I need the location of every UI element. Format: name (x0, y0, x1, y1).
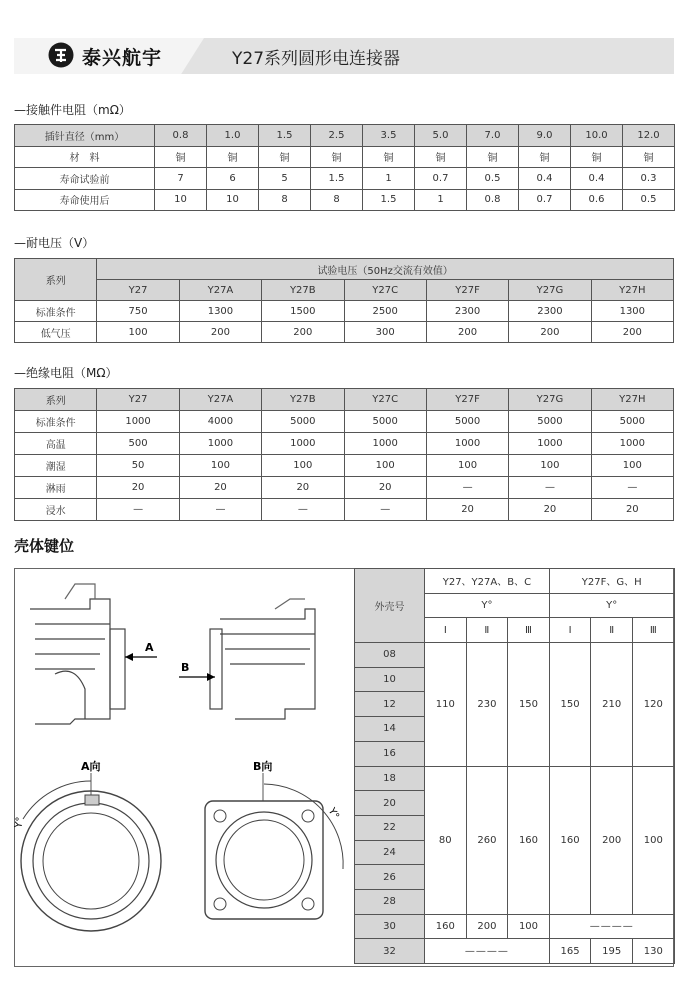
table-header-row (355, 569, 675, 594)
header-cell: Y27 (97, 389, 179, 411)
table-cell: 200 (509, 322, 591, 343)
table-cell: 1000 (262, 433, 344, 455)
table-cell: 150 (549, 643, 591, 766)
table-cell: 0.5 (623, 189, 675, 211)
section-title-shell: 壳体键位 (14, 537, 75, 555)
table-cell: 1300 (591, 301, 673, 322)
table-cell: 5000 (344, 411, 426, 433)
table-cell: 8 (311, 189, 363, 211)
table-cell: 1000 (97, 411, 179, 433)
table-cell: 100 (632, 766, 674, 914)
table-cell: 0.4 (571, 168, 623, 190)
table-cell: 5000 (262, 411, 344, 433)
header-cell: 3.5 (363, 125, 415, 147)
table-cell: — (262, 499, 344, 521)
table-cell: 200 (466, 914, 508, 939)
table-cell: 5000 (509, 411, 591, 433)
table-row (15, 411, 674, 433)
table-cell: 20 (344, 477, 426, 499)
roman-header: Ⅰ (425, 618, 467, 643)
table-row (15, 455, 674, 477)
row-label: 寿命试验前 (15, 168, 155, 190)
header-cell: 7.0 (467, 125, 519, 147)
roman-header: Ⅰ (549, 618, 591, 643)
y-angle-label: Y° (13, 816, 27, 829)
section-title-insulation: —绝缘电阻（MΩ） (14, 366, 118, 380)
table-cell: 5000 (426, 411, 508, 433)
table-cell: 0.7 (415, 168, 467, 190)
roman-header: Ⅲ (508, 618, 550, 643)
shell-size-cell: 12 (355, 692, 425, 717)
table-cell: — (344, 499, 426, 521)
table-cell: 1300 (179, 301, 261, 322)
series-header: 系列 (15, 259, 97, 301)
table-cell: 750 (97, 301, 179, 322)
shell-size-cell: 24 (355, 840, 425, 865)
header-cell: 12.0 (623, 125, 675, 147)
row-label: 标准条件 (15, 301, 97, 322)
table-cell: 铜 (311, 146, 363, 168)
row-label: 寿命使用后 (15, 189, 155, 211)
header-cell: Y27G (509, 389, 591, 411)
table-cell: 铜 (571, 146, 623, 168)
table-cell: 1000 (591, 433, 673, 455)
table-cell: 130 (632, 939, 674, 964)
header-cell: 插针直径（mm） (15, 125, 155, 147)
table-header-row (15, 389, 674, 411)
shell-size-cell: 14 (355, 717, 425, 742)
table-cell: 150 (508, 643, 550, 766)
table-cell: 5 (259, 168, 311, 190)
table-cell: 260 (466, 766, 508, 914)
table-cell: 4000 (179, 411, 261, 433)
table-cell: 160 (549, 766, 591, 914)
table-cell: 铜 (415, 146, 467, 168)
table-row (15, 477, 674, 499)
table-row (355, 766, 675, 791)
table-cell: 6 (207, 168, 259, 190)
row-label: 标准条件 (15, 411, 97, 433)
table-cell: 0.3 (623, 168, 675, 190)
table-cell: 1000 (509, 433, 591, 455)
table-cell: 100 (344, 455, 426, 477)
row-label: 淋雨 (15, 477, 97, 499)
table-cell: 铜 (363, 146, 415, 168)
table-cell: 100 (179, 455, 261, 477)
table-cell: 20 (179, 477, 261, 499)
shell-size-cell: 30 (355, 914, 425, 939)
shell-size-cell: 26 (355, 865, 425, 890)
table-row (15, 189, 675, 211)
roman-header: Ⅲ (632, 618, 674, 643)
table-cell: 200 (591, 322, 673, 343)
table-cell: 铜 (467, 146, 519, 168)
header-cell: 1.0 (207, 125, 259, 147)
table-cell: 200 (591, 766, 633, 914)
view-a-label: A向 (81, 760, 101, 773)
table-row (15, 322, 674, 343)
header-cell: Y27G (509, 280, 591, 301)
table-cell: 20 (591, 499, 673, 521)
table-cell: 1.5 (363, 189, 415, 211)
header-cell: Y27B (262, 389, 344, 411)
y-angle-label: Y° (325, 806, 341, 822)
connector-drawing (15, 569, 353, 966)
shell-key-table (354, 568, 675, 964)
table-cell: 1 (363, 168, 415, 190)
table-cell: 20 (97, 477, 179, 499)
table-cell: 20 (262, 477, 344, 499)
table-cell: 20 (509, 499, 591, 521)
group-header: Y27F、G、H (549, 569, 674, 594)
table-cell: 0.4 (519, 168, 571, 190)
table-cell: 100 (97, 322, 179, 343)
header-cell: Y27H (591, 280, 673, 301)
table-cell: 铜 (207, 146, 259, 168)
table-cell: 铜 (259, 146, 311, 168)
shell-size-cell: 32 (355, 939, 425, 964)
table-cell: 1000 (426, 433, 508, 455)
table-cell: 铜 (519, 146, 571, 168)
table-cell: 1000 (344, 433, 426, 455)
table-cell: 200 (262, 322, 344, 343)
table-row (15, 146, 675, 168)
table-cell: — (179, 499, 261, 521)
table-cell: 300 (344, 322, 426, 343)
page-title: Y27系列圆形电连接器 (232, 49, 401, 69)
table-cell: 100 (509, 455, 591, 477)
header-cell: 10.0 (571, 125, 623, 147)
row-label: 高温 (15, 433, 97, 455)
header-cell: Y27A (179, 280, 261, 301)
shell-size-cell: 28 (355, 889, 425, 914)
table-row (355, 914, 675, 939)
table-cell: 20 (426, 499, 508, 521)
row-label: 低气压 (15, 322, 97, 343)
table-cell: 110 (425, 643, 467, 766)
view-b-label: B向 (253, 760, 273, 773)
row-label: 潮湿 (15, 455, 97, 477)
table-cell: 100 (508, 914, 550, 939)
table-cell: 100 (591, 455, 673, 477)
header-cell: Y27B (262, 280, 344, 301)
header-cell: 1.5 (259, 125, 311, 147)
table-cell: 200 (179, 322, 261, 343)
table-row (355, 643, 675, 668)
row-label: 材 料 (15, 146, 155, 168)
table-cell: 120 (632, 643, 674, 766)
contact-resistance-table (14, 124, 675, 211)
table-cell: 160 (425, 914, 467, 939)
withstand-voltage-table (14, 258, 674, 343)
table-cell: 8 (259, 189, 311, 211)
table-cell: 1 (415, 189, 467, 211)
table-header-row (15, 280, 674, 301)
table-cell: 50 (97, 455, 179, 477)
header-cell: 2.5 (311, 125, 363, 147)
arrow-label-a: A (145, 641, 154, 654)
header-cell: Y27F (426, 389, 508, 411)
table-cell: 7 (155, 168, 207, 190)
table-cell: 210 (591, 643, 633, 766)
table-row (15, 168, 675, 190)
table-cell: 2500 (344, 301, 426, 322)
table-cell: — (426, 477, 508, 499)
header-cell: 系列 (15, 389, 97, 411)
table-cell: — (591, 477, 673, 499)
table-cell: 230 (466, 643, 508, 766)
group-header: Y27、Y27A、B、C (425, 569, 550, 594)
header-cell: 9.0 (519, 125, 571, 147)
angle-header: Y° (425, 593, 550, 618)
header-cell: Y27F (426, 280, 508, 301)
table-cell: 0.8 (467, 189, 519, 211)
header-cell: 5.0 (415, 125, 467, 147)
dash-cell: ———— (549, 914, 674, 939)
shell-size-cell: 22 (355, 815, 425, 840)
shell-size-cell: 20 (355, 791, 425, 816)
table-cell: 100 (426, 455, 508, 477)
table-cell: 铜 (155, 146, 207, 168)
table-cell: 2300 (426, 301, 508, 322)
shell-no-header: 外壳号 (355, 569, 425, 643)
table-cell: 2300 (509, 301, 591, 322)
header-cell: 0.8 (155, 125, 207, 147)
group-header: 试验电压（50Hz交流有效值） (97, 259, 674, 280)
table-row (15, 301, 674, 322)
table-row (15, 433, 674, 455)
header-cell: Y27C (344, 280, 426, 301)
shell-size-cell: 08 (355, 643, 425, 668)
table-header-row (15, 125, 675, 147)
header-cell: Y27H (591, 389, 673, 411)
table-cell: 1000 (179, 433, 261, 455)
table-cell: 160 (508, 766, 550, 914)
roman-header: Ⅱ (591, 618, 633, 643)
roman-header: Ⅱ (466, 618, 508, 643)
table-cell: 0.5 (467, 168, 519, 190)
table-cell: 200 (426, 322, 508, 343)
table-cell: — (97, 499, 179, 521)
table-cell: 100 (262, 455, 344, 477)
table-cell: — (509, 477, 591, 499)
logo-text: 泰兴航宇 (82, 47, 163, 69)
angle-header: Y° (549, 593, 674, 618)
section-title-voltage: —耐电压（V） (14, 236, 95, 250)
shell-size-cell: 18 (355, 766, 425, 791)
table-cell: 10 (155, 189, 207, 211)
table-row (355, 939, 675, 964)
logo-icon (48, 42, 74, 68)
header-cell: Y27A (179, 389, 261, 411)
table-cell: 0.6 (571, 189, 623, 211)
row-label: 浸水 (15, 499, 97, 521)
table-cell: 1500 (262, 301, 344, 322)
table-cell: 10 (207, 189, 259, 211)
table-cell: 80 (425, 766, 467, 914)
table-cell: 1.5 (311, 168, 363, 190)
section-title-contact: —接触件电阻（mΩ） (14, 103, 131, 117)
table-row (15, 499, 674, 521)
table-cell: 铜 (623, 146, 675, 168)
shell-size-cell: 10 (355, 667, 425, 692)
header-cell: Y27 (97, 280, 179, 301)
table-cell: 500 (97, 433, 179, 455)
shell-size-cell: 16 (355, 741, 425, 766)
header-cell: Y27C (344, 389, 426, 411)
table-header-row (15, 259, 674, 280)
table-cell: 195 (591, 939, 633, 964)
table-cell: 0.7 (519, 189, 571, 211)
arrow-label-b: B (181, 661, 190, 674)
insulation-resistance-table (14, 388, 674, 521)
table-cell: 5000 (591, 411, 673, 433)
table-cell: 165 (549, 939, 591, 964)
dash-cell: ———— (425, 939, 550, 964)
